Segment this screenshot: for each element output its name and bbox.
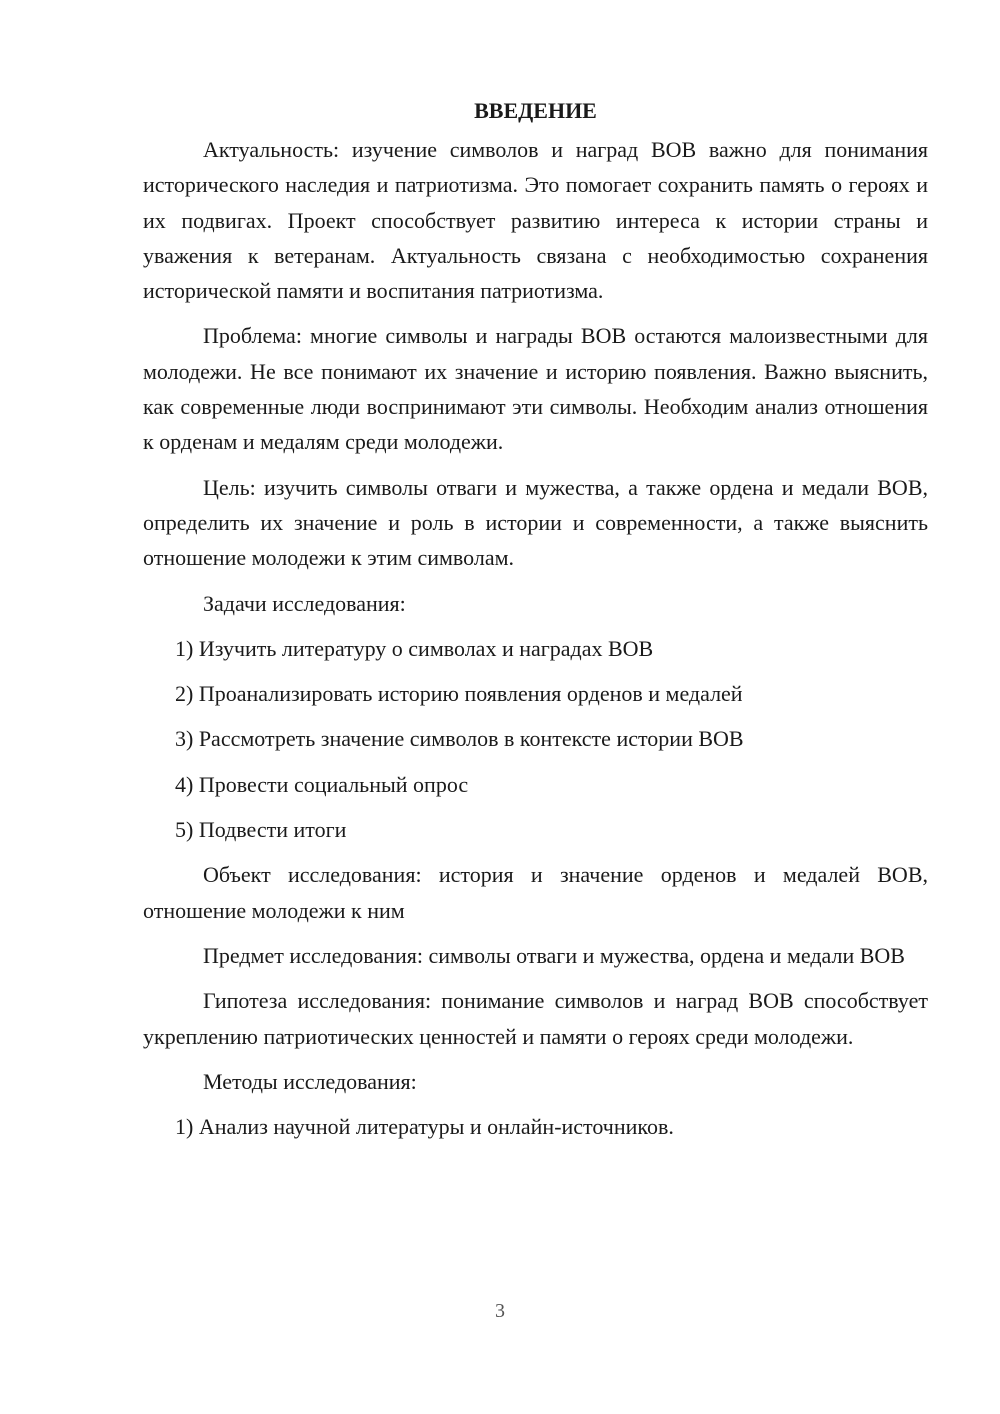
- relevance-paragraph: Актуальность: изучение символов и наград ВОВ важно для понимания исторического наследия и патриотизма. Это помогает сохранить память о героях и их подвигах. Проект способствует развитию интереса к истории страны и уважения к ветеранам. Актуальность связана с необходимостью сохранения исторической памяти и воспитания патриотизма.: [143, 137, 928, 304]
- page-title: ВВЕДЕНИЕ: [474, 98, 597, 123]
- method-item: 1) Анализ научной литературы и онлайн-источников.: [175, 1114, 674, 1140]
- tasks-heading: Задачи исследования:: [203, 590, 406, 616]
- task-item: 3) Рассмотреть значение символов в контексте истории ВОВ: [175, 726, 744, 752]
- problem-paragraph: Проблема: многие символы и награды ВОВ остаются малоизвестными для молодежи. Не все понимают их значение и историю появления. Важно выяснить, как современные люди воспринимают эти символы. Необходим анализ отношения к орденам и медалям среди молодежи.: [143, 323, 928, 455]
- document-page: [143, 96, 928, 1154]
- goal-paragraph: Цель: изучить символы отваги и мужества, а также ордена и медали ВОВ, определить их значение и роль в истории и современности, а также выяснить отношение молодежи к этим символам.: [143, 474, 928, 571]
- task-item: 4) Провести социальный опрос: [175, 771, 469, 797]
- subject-paragraph: Предмет исследования: символы отваги и мужества, ордена и медали ВОВ: [203, 942, 905, 968]
- task-item: 5) Подвести итоги: [175, 817, 347, 843]
- object-paragraph: Объект исследования: история и значение орденов и медалей ВОВ, отношение молодежи к ним: [143, 862, 928, 923]
- page-number: 3: [495, 1300, 505, 1322]
- hypothesis-paragraph: Гипотеза исследования: понимание символов и наград ВОВ способствует укреплению патриотических ценностей и памяти о героях среди молодежи.: [143, 988, 928, 1049]
- task-item: 1) Изучить литературу о символах и наградах ВОВ: [175, 635, 654, 661]
- methods-heading: Методы исследования:: [203, 1068, 417, 1094]
- task-item: 2) Проанализировать историю появления орденов и медалей: [175, 681, 743, 707]
